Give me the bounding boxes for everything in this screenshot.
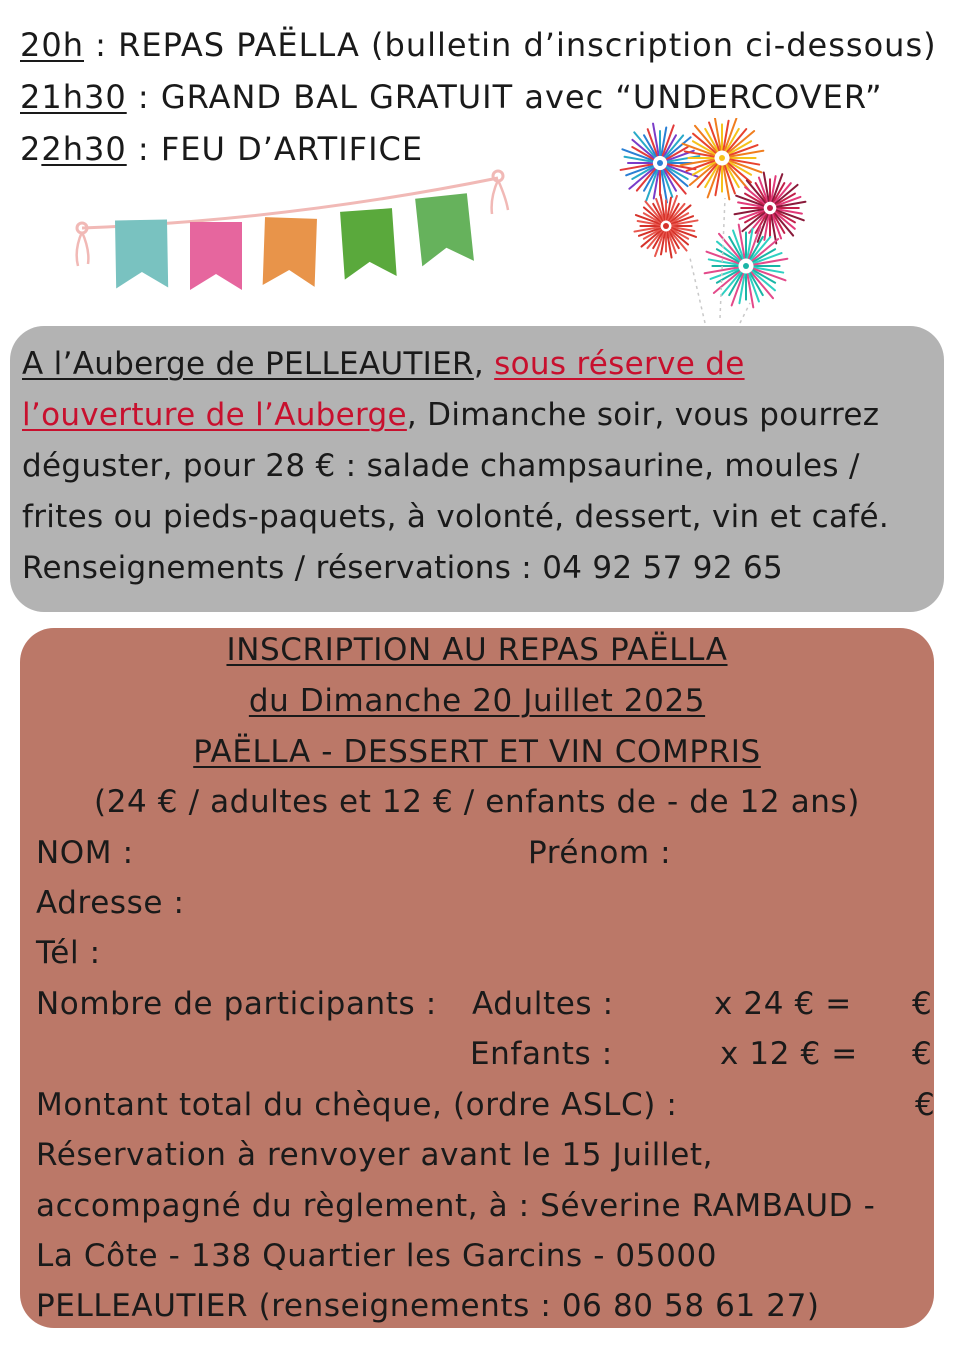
auberge-line-3: déguster, pour 28 € : salade champsaurine, moules / xyxy=(22,448,860,484)
prenom-label: Prénom : xyxy=(528,835,672,871)
schedule-time: 2h30 xyxy=(41,130,127,168)
schedule-text: : GRAND BAL GRATUIT avec “UNDERCOVER” xyxy=(126,78,883,116)
participants-label: Nombre de participants : xyxy=(36,986,437,1022)
schedule-time-prefix: 2 xyxy=(20,130,42,168)
fireworks-icon xyxy=(600,118,820,328)
reservation-line-3: La Côte - 138 Quartier les Garcins - 05000 xyxy=(36,1238,718,1274)
schedule-line-paella xyxy=(20,26,937,64)
total-euro: € xyxy=(915,1087,936,1123)
bunting-garland-icon xyxy=(60,160,520,300)
auberge-phone: Renseignements / réservations : 04 92 57 92 65 xyxy=(22,550,784,586)
auberge-sep: , xyxy=(473,346,485,382)
schedule-line-bal xyxy=(20,78,883,116)
reservation-line-1: Réservation à renvoyer avant le 15 Juillet, xyxy=(36,1137,714,1173)
schedule-time: 21h30 xyxy=(20,78,127,116)
adultes-price: x 24 € = xyxy=(714,986,852,1022)
adultes-label: Adultes : xyxy=(472,986,614,1022)
schedule-text: : REPAS PAËLLA (bulletin d’inscription ci-dessous) xyxy=(84,26,937,64)
enfants-euro: € xyxy=(912,1036,933,1072)
total-label: Montant total du chèque, (ordre ASLC) : xyxy=(36,1087,678,1123)
tel-label: Tél : xyxy=(36,935,101,971)
auberge-line-2-rest: , Dimanche soir, vous pourrez xyxy=(406,397,880,433)
schedule-time: 20h xyxy=(20,26,84,64)
form-prices: (24 € / adultes et 12 € / enfants de - de 12 ans) xyxy=(94,784,860,820)
auberge-reserve-note-cont: l’ouverture de l’Auberge xyxy=(22,397,407,433)
adultes-euro: € xyxy=(912,986,933,1022)
reservation-line-4: PELLEAUTIER (renseignements : 06 80 58 61 27) xyxy=(36,1288,820,1324)
auberge-reserve-note: sous réserve de xyxy=(494,346,745,382)
auberge-place: A l’Auberge de PELLEAUTIER xyxy=(22,346,474,382)
auberge-info-box xyxy=(10,326,944,612)
bunting-flag xyxy=(263,217,317,287)
form-date: du Dimanche 20 Juillet 2025 xyxy=(248,683,706,719)
schedule-text: : FEU D’ARTIFICE xyxy=(126,130,424,168)
enfants-label: Enfants : xyxy=(470,1036,613,1072)
bunting-flag xyxy=(115,220,168,289)
auberge-line-1 xyxy=(22,346,745,382)
form-included: PAËLLA - DESSERT ET VIN COMPRIS xyxy=(193,734,761,770)
auberge-line-4: frites ou pieds-paquets, à volonté, dessert, vin et café. xyxy=(22,499,890,535)
auberge-line-2 xyxy=(22,397,879,433)
enfants-price: x 12 € = xyxy=(720,1036,858,1072)
nom-label: NOM : xyxy=(36,835,134,871)
form-title: INSCRIPTION AU REPAS PAËLLA xyxy=(226,632,728,668)
bunting-flag xyxy=(190,222,242,290)
reservation-line-2: accompagné du règlement, à : Séverine RAMBAUD - xyxy=(36,1188,876,1224)
adresse-label: Adresse : xyxy=(36,885,185,921)
bunting-flag xyxy=(415,193,474,266)
bunting-flag xyxy=(340,208,397,279)
registration-form-box xyxy=(20,628,934,1328)
